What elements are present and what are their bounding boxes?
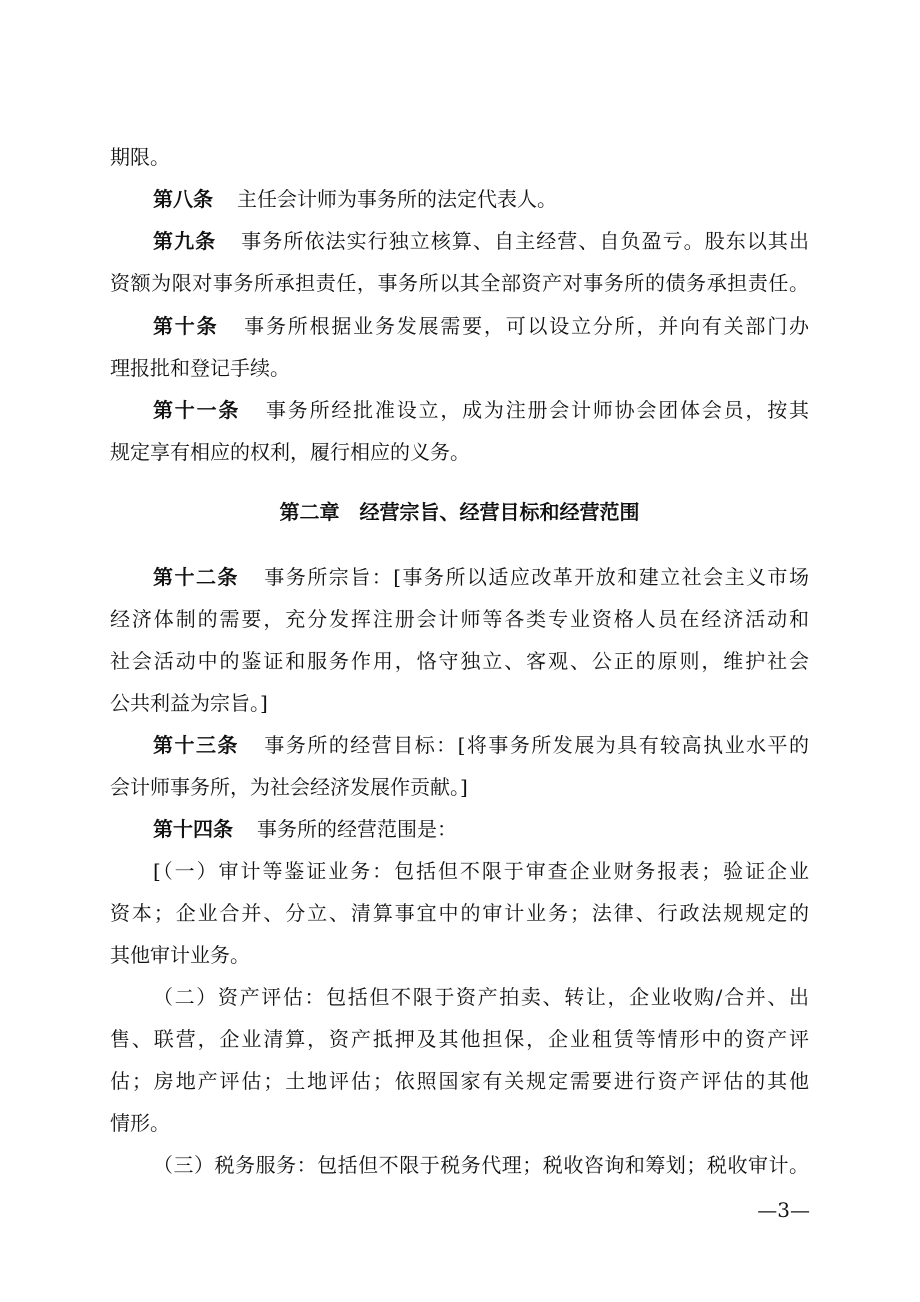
article-13 — [153, 730, 809, 760]
text-line: 规定享有相应的权利，履行相应的义务。 — [110, 440, 470, 464]
text-line: 资本；企业合并、分立、清算事宜中的审计业务；法律、行政法规规定的 — [110, 901, 809, 925]
text-line: 经济体制的需要，充分发挥注册会计师等各类专业资格人员在经济活动和 — [110, 607, 809, 631]
article-label: 第九条 — [153, 229, 217, 253]
article-12 — [153, 562, 809, 592]
article-14 — [153, 814, 457, 844]
text-line: 公共利益为宗旨。] — [110, 691, 268, 715]
text-line: 社会活动中的鉴证和服务作用，恪守独立、客观、公正的原则，维护社会 — [110, 649, 809, 673]
article-text: 主任会计师为事务所的法定代表人。 — [237, 187, 557, 211]
text-line: 理报批和登记手续。 — [110, 356, 290, 380]
article-text: 事务所的经营范围是： — [257, 817, 457, 841]
article-text: 事务所依法实行独立核算、自主经营、自负盈亏。股东以其出 — [240, 229, 810, 253]
article-label: 第十一条 — [153, 398, 241, 422]
text-line: 情形。 — [110, 1111, 170, 1135]
article-label: 第十三条 — [153, 733, 239, 757]
text-line: 期限。 — [110, 145, 170, 169]
article-8 — [153, 184, 557, 214]
text-line: （二）资产评估：包括但不限于资产拍卖、转让，企业收购/合并、出 — [153, 985, 809, 1009]
text-line: [（一）审计等鉴证业务：包括但不限于审查企业财务报表；验证企业 — [153, 859, 809, 883]
text-line: 估；房地产评估；土地评估；依照国家有关规定需要进行资产评估的其他 — [110, 1069, 809, 1093]
text-line: 会计师事务所，为社会经济发展作贡献。] — [110, 775, 468, 799]
article-text: 事务所根据业务发展需要，可以设立分所，并向有关部门办 — [242, 314, 810, 338]
article-label: 第十四条 — [153, 817, 233, 841]
text-line: 售、联营，企业清算，资产抵押及其他担保，企业租赁等情形中的资产评 — [110, 1027, 809, 1051]
article-label: 第八条 — [153, 187, 213, 211]
page-number: —3— — [757, 1198, 810, 1222]
article-text: 事务所经批准设立，成为注册会计师协会团体会员，按其 — [264, 398, 810, 422]
chapter-title: 第二章 经营宗旨、经营目标和经营范围 — [279, 500, 640, 524]
article-label: 第十条 — [153, 314, 219, 338]
text-line: 资额为限对事务所承担责任，事务所以其全部资产对事务所的债务承担责任。 — [110, 271, 809, 295]
article-11 — [153, 395, 809, 425]
article-label: 第十二条 — [153, 565, 239, 589]
article-10 — [153, 311, 809, 341]
article-text: 事务所宗旨：[事务所以适应改革开放和建立社会主义市场 — [262, 565, 810, 589]
article-text: 事务所的经营目标：[将事务所发展为具有较高执业水平的 — [262, 733, 810, 757]
article-9 — [153, 226, 809, 256]
text-line: （三）税务服务：包括但不限于税务代理；税收咨询和筹划；税收审计。 — [153, 1153, 809, 1177]
text-line: 其他审计业务。 — [110, 943, 250, 967]
